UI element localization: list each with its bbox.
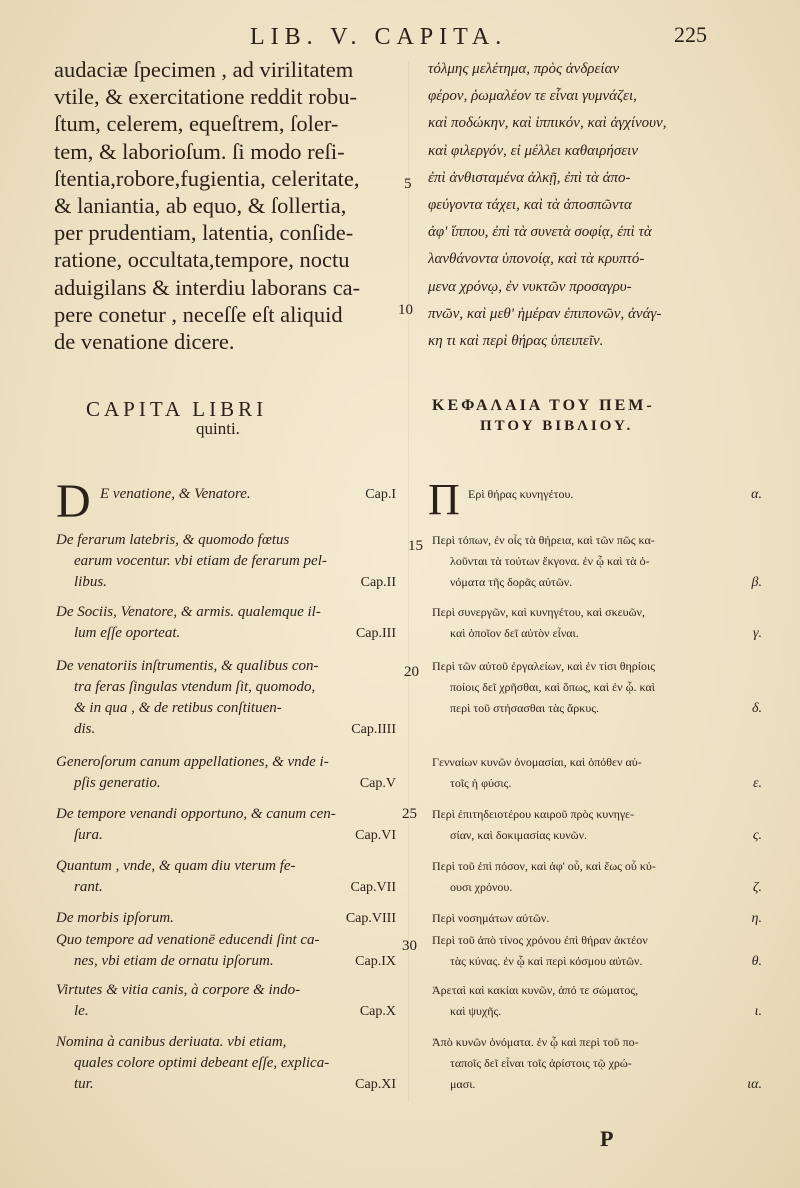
latin-intro-line: & laniantia, ab equo, & ſollertia,	[54, 193, 347, 219]
chapter-text: Περὶ τῶν αὐτοῦ ἐργαλείων, καὶ ἐν τίσι θηρίοις	[432, 659, 655, 673]
chapter-text: De venatoriis inſtrumentis, & qualibus con-	[56, 658, 319, 674]
greek-chapter-entry	[432, 530, 762, 593]
latin-chapter-entry	[56, 804, 396, 846]
greek-chapter-entry	[432, 1032, 762, 1095]
chapter-text: De ferarum latebris, & quomodo fœtus	[56, 532, 290, 548]
chapter-text: nes, vbi etiam de ornatu ipſorum.	[74, 953, 274, 969]
chapter-text: Ερὶ θήρας κυνηγέτου.	[468, 487, 574, 501]
chapter-number: ε.	[752, 776, 762, 791]
line-number: 25	[402, 806, 417, 822]
chapter-text: quales colore optimi debeant eſſe, explica-	[74, 1055, 330, 1071]
latin-intro-line: ſtentia,robore,fugientia, celeritate,	[54, 165, 360, 191]
drop-capital-pi: Π	[428, 475, 460, 524]
greek-chapter-entry	[432, 656, 762, 719]
drop-capital-d: D	[56, 475, 91, 528]
greek-chapter-entry	[432, 908, 762, 929]
chapter-text: & in qua , & de retibus conſtituen-	[74, 700, 282, 716]
latin-chapter-entry	[56, 980, 396, 1022]
chapter-text: Περὶ τόπων, ἐν οἷς τὰ θήρεια, καὶ τῶν πῶς κα-	[432, 533, 655, 547]
chapter-text: καὶ ψυχῆς.	[450, 1004, 502, 1018]
chapter-text: dis.	[74, 721, 96, 737]
latin-intro-line: aduigilans & interdiu laborans ca-	[54, 274, 361, 300]
latin-intro-line: vtile, & exercitatione reddit robu-	[54, 84, 358, 110]
chapter-number: Cap.X	[359, 1004, 396, 1019]
chapter-number: Cap.IX	[355, 954, 396, 969]
chapter-number: β.	[751, 575, 762, 590]
latin-intro-line: de venatione dicere.	[54, 329, 235, 355]
chapter-text: Nomina à canibus deriuata. vbi etiam,	[56, 1034, 287, 1050]
line-number: 30	[402, 938, 417, 954]
chapter-number: Cap.I	[365, 487, 396, 502]
chapter-number: Cap.II	[360, 575, 396, 590]
latin-intro-text	[54, 56, 394, 355]
greek-chapter-entry	[468, 484, 762, 505]
chapter-text: νόματα τῆς δορᾶς αὐτῶν.	[450, 575, 573, 589]
chapter-text: lum eſſe oporteat.	[74, 625, 181, 641]
chapter-number: Cap.VI	[355, 828, 396, 843]
line-number: 15	[408, 538, 423, 554]
latin-chapter-entry	[56, 930, 396, 972]
latin-chapter-entry	[56, 530, 396, 593]
greek-chapter-entry	[432, 602, 762, 644]
page-number: 225	[674, 22, 707, 47]
chapter-number: γ.	[752, 626, 762, 641]
greek-intro-line: λανθάνοντα ὑπονοίᾳ, καὶ τὰ κρυπτό-	[428, 251, 645, 268]
chapter-number: Cap.XI	[355, 1077, 396, 1092]
chapter-number: ζ.	[752, 880, 762, 895]
line-number: 20	[404, 664, 419, 680]
greek-intro-line: κη τι καὶ περὶ θήρας ὑπειπεῖν.	[428, 333, 604, 350]
chapter-number: Cap.VII	[350, 880, 396, 895]
chapter-text: ταποῖς δεῖ εἶναι τοῖς ἀρίστοις τῷ χρώ-	[450, 1056, 632, 1070]
latin-chapter-entry	[56, 656, 396, 740]
latin-intro-line: per prudentiam, latentia, conſide-	[54, 220, 354, 246]
chapter-text: σίαν, καὶ δοκιμασίας κυνῶν.	[450, 828, 587, 842]
chapter-text: tra feras ſingulas vtendum ſit, quomodo,	[74, 679, 316, 695]
chapter-number: Cap.V	[359, 776, 396, 791]
greek-intro-line: καὶ ποδώκην, καὶ ἱππικόν, καὶ ἀγχίνουν,	[428, 115, 667, 132]
chapter-number: ς.	[752, 828, 762, 843]
greek-intro-line: μενα χρόνῳ, ἐν νυκτῶν προσαγρυ-	[428, 278, 632, 295]
greek-intro-line: τόλμης μελέτημα, πρὸς ἀνδρείαν	[428, 61, 620, 77]
latin-chapter-entry	[100, 484, 396, 505]
chapter-text: τὰς κύνας. ἐν ᾧ καὶ περὶ κόσμου αὐτῶν.	[450, 954, 643, 968]
chapter-number: θ.	[751, 954, 762, 969]
chapter-text: Quantum , vnde, & quam diu vterum fe-	[56, 858, 296, 874]
latin-intro-line: audaciæ ſpecimen , ad virilitatem	[54, 57, 354, 82]
greek-chapter-entry	[432, 752, 762, 794]
chapter-number: η.	[751, 911, 762, 926]
chapter-text: Περὶ τοῦ ἀπὸ τίνος χρόνου ἐπὶ θήραν ἀκτέον	[432, 933, 648, 947]
latin-section-heading: CAPITA LIBRI	[86, 397, 268, 421]
chapter-number: Cap.IIII	[351, 722, 396, 737]
latin-chapter-entry	[56, 752, 396, 794]
chapter-text: Περὶ ἐπιτηδειοτέρου καιροῦ πρὸς κυνηγε-	[432, 807, 635, 821]
chapter-text: De morbis ipſorum.	[56, 910, 174, 926]
chapter-text: περὶ τοῦ στήσασθαι τὰς ἄρκυς.	[450, 701, 600, 715]
greek-intro-text	[428, 56, 758, 355]
chapter-number: Cap.VIII	[345, 911, 396, 926]
chapter-text: Γενναίων κυνῶν ὀνομασίαι, καὶ ὁπόθεν αὐ-	[432, 755, 642, 769]
greek-chapter-entry	[432, 930, 762, 972]
greek-section-heading: ΚΕΦΑΛΑΙΑ ΤΟΥ ΠΕΜ-	[432, 397, 655, 414]
chapter-text: De tempore venandi opportuno, & canum cen-	[56, 806, 336, 822]
greek-intro-line: καὶ φιλεργόν, εἰ μέλλει καθαιρήσειν	[428, 142, 638, 159]
chapter-text: ποίοις δεῖ χρῆσθαι, καὶ ὅπως, καὶ ἐν ᾧ. καὶ	[450, 680, 655, 694]
chapter-text: le.	[74, 1003, 89, 1019]
latin-chapter-entry	[56, 602, 396, 644]
greek-chapter-entry	[432, 804, 762, 846]
chapter-text: Virtutes & vitia canis, à corpore & indo-	[56, 982, 301, 998]
chapter-text: Generoſorum canum appellationes, & vnde i-	[56, 754, 329, 770]
latin-intro-line: ſtum, celerem, equeſtrem, ſoler-	[54, 111, 339, 137]
line-number: 5	[404, 176, 412, 192]
chapter-text: De Sociis, Venatore, & armis. qualemque il-	[56, 604, 321, 620]
greek-intro-line: ἐπὶ ἀνθισταμένα ἀλκῇ, ἐπὶ τὰ ἀπο-	[428, 169, 631, 186]
chapter-number: δ.	[751, 701, 762, 716]
chapter-text: λοῦνται τὰ τούτων ἔκγονα. ἐν ᾧ καὶ τὰ ὀ-	[450, 554, 650, 568]
line-number: 10	[398, 302, 413, 318]
chapter-number: Cap.III	[355, 626, 396, 641]
chapter-text: tur.	[74, 1076, 94, 1092]
latin-intro-line: pere conetur , neceſſe eſt aliquid	[54, 301, 343, 327]
chapter-text: libus.	[74, 574, 107, 590]
chapter-text: Quo tempore ad venationē educendi ſint ca-	[56, 932, 320, 948]
chapter-number: ι.	[754, 1004, 762, 1019]
greek-chapter-entry	[432, 856, 762, 898]
chapter-text: Περὶ τοῦ ἐπὶ πόσον, καὶ ἀφ' οὗ, καὶ ἕως οὗ κύ-	[432, 859, 656, 873]
signature-mark: P	[600, 1126, 614, 1151]
chapter-text: Ἀπὸ κυνῶν ὀνόματα. ἐν ᾧ καὶ περὶ τοῦ πο-	[432, 1035, 639, 1049]
latin-intro-line: ratione, occultata,tempore, noctu	[54, 247, 350, 273]
chapter-text: μασι.	[450, 1077, 476, 1091]
chapter-text: earum vocentur. vbi etiam de ferarum pel-	[74, 553, 327, 569]
greek-intro-line: φέρον, ῥωμαλέον τε εἶναι γυμνάζει,	[428, 88, 637, 105]
greek-intro-line: πνῶν, καὶ μεθ' ἡμέραν ἐπιπονῶν, ἀνάγ-	[428, 305, 662, 322]
chapter-text: ουσι χρόνου.	[450, 880, 513, 894]
latin-section-subheading: quinti.	[196, 419, 240, 438]
chapter-text: ſura.	[74, 827, 103, 843]
greek-section-subheading: ΠΤΟΥ ΒΙΒΛΙΟΥ.	[480, 418, 634, 434]
chapter-text: pſis generatio.	[74, 775, 161, 791]
running-header: LIB. V. CAPITA.	[250, 24, 508, 50]
chapter-text: Περὶ νοσημάτων αὐτῶν.	[432, 911, 550, 925]
chapter-text: καὶ ὁποῖον δεῖ αὐτὸν εἶναι.	[450, 626, 579, 640]
latin-intro-line: tem, & laborioſum. ſi modo reſi-	[54, 138, 345, 164]
chapter-number: α.	[751, 487, 762, 502]
greek-chapter-entry	[432, 980, 762, 1022]
latin-chapter-entry	[56, 908, 396, 929]
greek-intro-line: ἀφ' ἵππου, ἐπὶ τὰ συνετὰ σοφίᾳ, ἐπὶ τὰ	[428, 224, 652, 241]
latin-chapter-entry	[56, 1032, 396, 1095]
chapter-text: rant.	[74, 879, 103, 895]
chapter-text: Περὶ συνεργῶν, καὶ κυνηγέτου, καὶ σκευῶν,	[432, 605, 645, 619]
chapter-text: Ἀρεταὶ καὶ κακίαι κυνῶν, ἀπό τε σώματος,	[432, 983, 639, 997]
chapter-number: ια.	[747, 1077, 762, 1092]
chapter-text: E venatione, & Venatore.	[100, 486, 251, 502]
greek-intro-line: φεύγοντα τάχει, καὶ τὰ ἀποσπῶντα	[428, 197, 632, 214]
latin-chapter-entry	[56, 856, 396, 898]
chapter-text: τοῖς ἡ φύσις.	[450, 776, 512, 790]
